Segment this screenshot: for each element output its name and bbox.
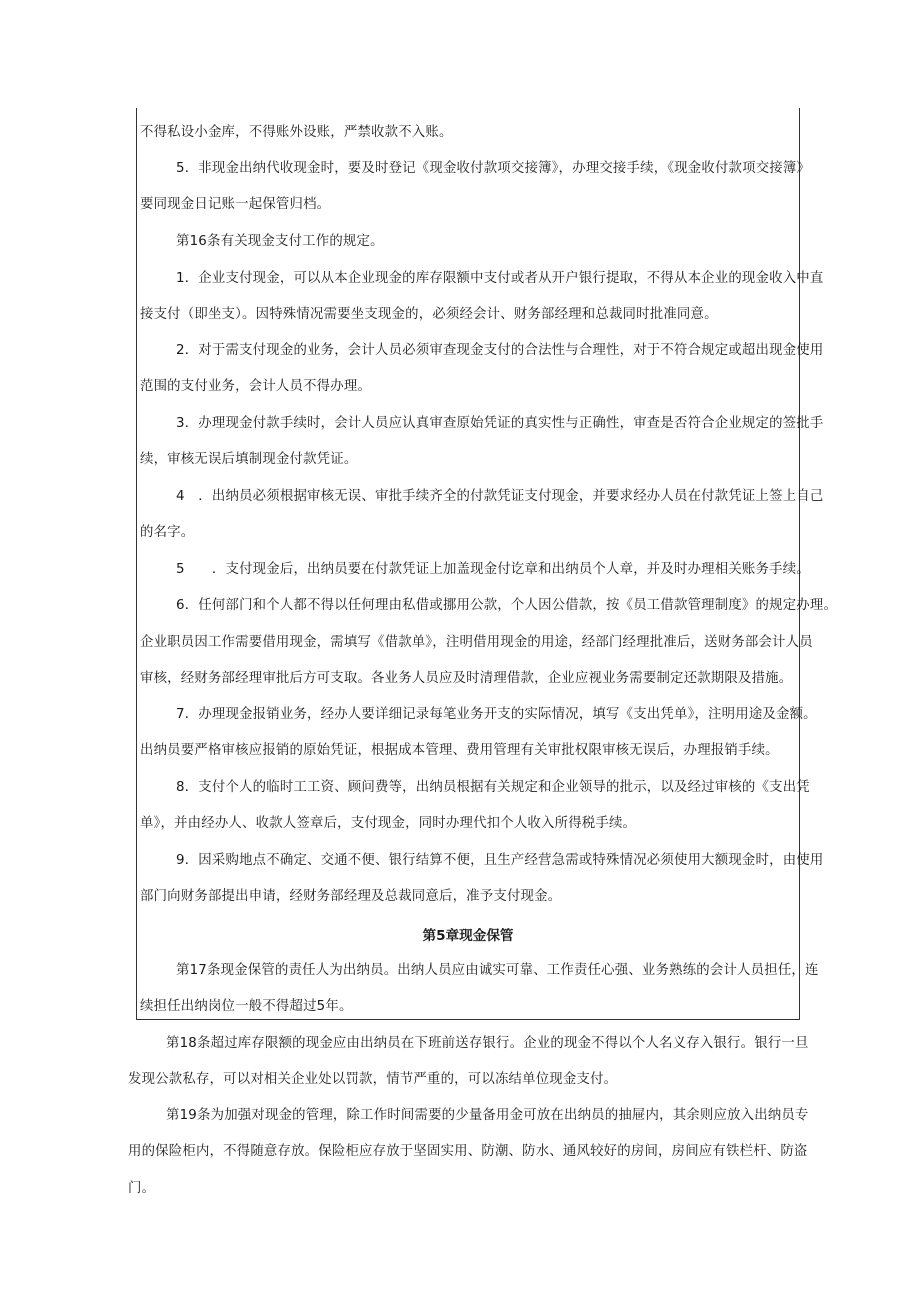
text-line: 6．任何部门和个人都不得以任何理由私借或挪用公款，个人因公借款，按《员工借款管理制度》的规定办理。 [176,598,838,613]
text-line: 不得私设小金库，不得账外设账，严禁收款不入账。 [140,125,453,140]
text-line: 续，审核无误后填制现金付款凭证。 [140,452,358,467]
text-line: 范围的支付业务，会计人员不得办理。 [140,379,372,394]
text-line: 7．办理现金报销业务，经办人要详细记录每笔业务开支的实际情况，填写《支出凭单》，注明用途及金额。 [176,707,817,722]
text-line: 审核，经财务部经理审批后方可支取。各业务人员应及时清理借款，企业应视业务需要制定还款期限及措施。 [140,671,793,686]
text-line: 8．支付个人的临时工工资、顾问费等，出纳员根据有关规定和企业领导的批示，以及经过审核的《支出凭 [176,780,810,795]
text-line: 部门向财务部提出申请，经财务部经理及总裁同意后，准予支付现金。 [140,889,562,904]
text-line: 企业职员因工作需要借用现金，需填写《借款单》，注明借用现金的用途，经部门经理批准后，送财务部会计人员 [140,635,813,650]
text-line: 门。 [128,1181,156,1196]
text-line: 的名字。 [140,525,195,540]
text-line: 出纳员要严格审核应报销的原始凭证，根据成本管理、费用管理有关审批权限审核无误后，办理报销手续。 [140,743,779,758]
text-line: 5 ．支付现金后，出纳员要在付款凭证上加盖现金付讫章和出纳员个人章，并及时办理相关账务手续。 [176,562,810,577]
text-line: 2．对于需支付现金的业务，会计人员必须审查现金支付的合法性与合理性，对于不符合规定或超出现金使用 [176,343,824,358]
text-line: 单》，并由经办人、收款人签章后，支付现金，同时办理代扣个人收入所得税手续。 [140,816,637,831]
text-line: 3．办理现金付款手续时，会计人员应认真审查原始凭证的真实性与正确性，审查是否符合企业规定的签批手 [176,416,824,431]
text-line: 5．非现金出纳代收现金时，要及时登记《现金收付款项交接簿》，办理交接手续，《现金收付款项交接簿》 [176,161,811,176]
text-line: 用的保险柜内，不得随意存放。保险柜应存放于坚固实用、防潮、防水、通风较好的房间，房间应有铁栏杆、防盗 [128,1144,808,1159]
text-line: 第16条有关现金支付工作的规定。 [176,234,384,249]
text-line: 要同现金日记账一起保管归档。 [140,197,331,212]
text-line: 第19条为加强对现金的管理，除工作时间需要的少量备用金可放在出纳员的抽屉内，其余则应放入出纳员专 [166,1108,809,1123]
text-line: 第17条现金保管的责任人为出纳员。出纳人员应由诚实可靠、工作责任心强、业务熟练的会计人员担任，连 [176,963,819,978]
text-line: 发现公款私存，可以对相关企业处以罚款，情节严重的，可以冻结单位现金支付。 [128,1072,618,1087]
text-line: 1．企业支付现金，可以从本企业现金的库存限额中支付或者从开户银行提取，不得从本企业的现金收入中直 [176,271,824,286]
text-line: 4 ．出纳员必须根据审核无误、审批手续齐全的付款凭证支付现金，并要求经办人员在付款凭证上签上自己 [176,489,824,504]
text-line: 续担任出纳岗位一般不得超过5年。 [140,999,353,1014]
text-line: 接支付（即坐支）。因特殊情况需要坐支现金的，必须经会计、财务部经理和总裁同时批准同意。 [140,307,718,322]
chapter-heading: 第5章现金保管 [422,928,514,944]
text-line: 第18条超过库存限额的现金应由出纳员在下班前送存银行。企业的现金不得以个人名义存入银行。银行一旦 [166,1036,809,1051]
text-line: 9．因采购地点不确定、交通不便、银行结算不便，且生产经营急需或特殊情况必须使用大额现金时，由使用 [176,853,824,868]
